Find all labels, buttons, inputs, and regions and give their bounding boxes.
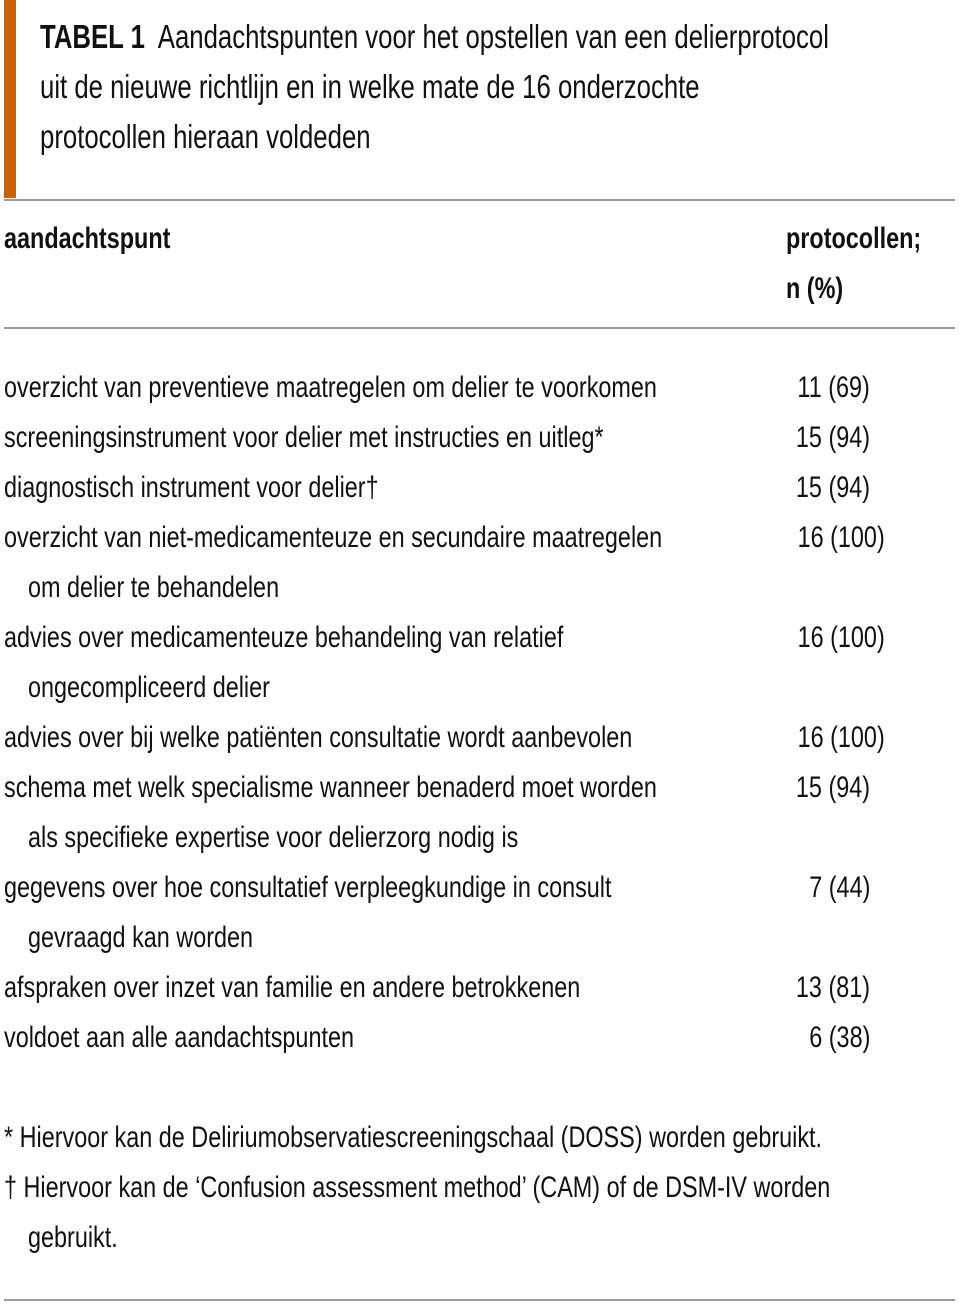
row-value: 13 (81) [795, 971, 870, 1004]
row-label: voldoet aan alle aandachtspunten [4, 1021, 354, 1054]
caption-title-line-2: uit de nieuwe richtlijn en in welke mate de 16 onderzochte [40, 68, 700, 105]
row-label: screeningsinstrument voor delier met instructies en uitleg* [4, 421, 604, 454]
caption-title-line-1: Aandachtspunten voor het opstellen van een delierprotocol [157, 18, 829, 55]
bottom-rule [4, 1299, 955, 1301]
header-n-percent: n (%) [786, 272, 844, 305]
row-label: advies over medicamenteuze behandeling van relatief [4, 621, 564, 654]
caption-accent-bar [4, 0, 16, 198]
row-label-continued: om delier te behandelen [28, 571, 280, 604]
header-aandachtspunt: aandachtspunt [4, 222, 171, 255]
footnote-dagger: † Hiervoor kan de ‘Confusion assessment method’ (CAM) of de DSM-IV worden [4, 1171, 831, 1204]
row-label: gegevens over hoe consultatief verpleegkundige in consult [4, 871, 612, 904]
row-value: 15 (94) [795, 471, 870, 504]
row-label-continued: gevraagd kan worden [28, 921, 254, 954]
row-label: overzicht van preventieve maatregelen om delier te voorkomen [4, 371, 657, 404]
header-protocollen: protocollen; [786, 222, 922, 255]
row-label: overzicht van niet-medicamenteuze en secundaire maatregelen [4, 521, 663, 554]
row-label: afspraken over inzet van familie en andere betrokkenen [4, 971, 581, 1004]
row-label-continued: ongecompliceerd delier [28, 671, 270, 704]
row-label-continued: als specifieke expertise voor delierzorg nodig is [28, 821, 519, 854]
row-label: schema met welk specialisme wanneer benaderd moet worden [4, 771, 657, 804]
header-rule [4, 327, 955, 329]
row-label: advies over bij welke patiënten consultatie wordt aanbevolen [4, 721, 633, 754]
row-value: 15 (94) [795, 771, 870, 804]
row-value: 11 (69) [797, 371, 870, 404]
row-value: 7 (44) [808, 871, 870, 904]
row-value: 15 (94) [795, 421, 870, 454]
table-label: TABEL 1 [40, 18, 145, 55]
row-label: diagnostisch instrument voor delier† [4, 471, 379, 504]
row-value: 6 (38) [808, 1021, 870, 1054]
row-value: 16 (100) [797, 721, 885, 754]
caption-title-line-3: protocollen hieraan voldeden [40, 118, 371, 155]
row-value: 16 (100) [797, 621, 885, 654]
top-rule [4, 199, 955, 201]
footnote-asterisk: * Hiervoor kan de Deliriumobservatiescreeningschaal (DOSS) worden gebruikt. [4, 1121, 823, 1154]
row-value: 16 (100) [797, 521, 885, 554]
footnote-dagger-continued: gebruikt. [28, 1221, 118, 1254]
